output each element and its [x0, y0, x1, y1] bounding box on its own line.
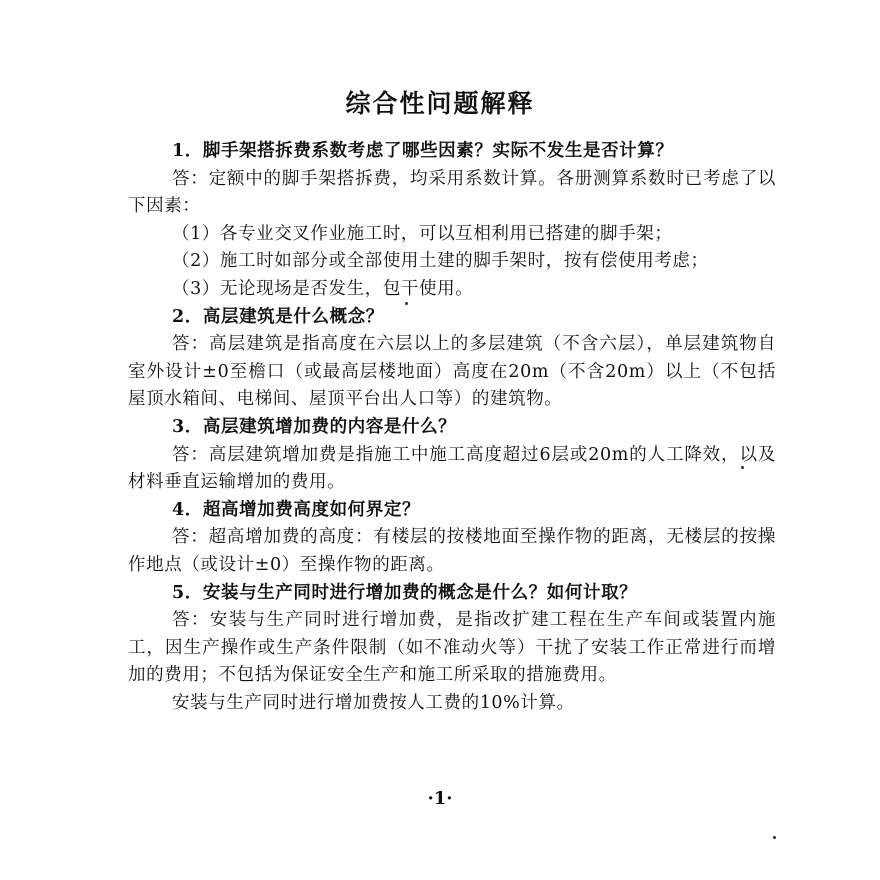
answer-1-item-3: （3）无论现场是否发生，包干使用。 [172, 278, 474, 299]
answer-1-item-1: （1）各专业交叉作业施工时，可以互相利用已搭建的脚手架； [172, 223, 673, 244]
scan-speck [741, 466, 744, 469]
question-5: 5．安装与生产同时进行增加费的概念是什么？如何计取？ [172, 582, 638, 603]
answer-5-note: 安装与生产同时进行增加费按人工费的10%计算。 [172, 692, 575, 713]
scan-speck [773, 836, 776, 839]
answer-2: 答：高层建筑是指高度在六层以上的多层建筑（不含六层），单层建筑物自室外设计±0至檐口（或最高层楼地面）高度在20m（不含20m）以上（不包括屋顶水箱间、电梯间、屋顶平台出人口等）的建筑物。 [128, 334, 776, 410]
question-1: 1．脚手架搭拆费系数考虑了哪些因素？实际不发生是否计算？ [172, 141, 674, 161]
question-2: 2．高层建筑是什么概念？ [172, 306, 384, 327]
answer-1: 答：定额中的脚手架搭拆费，均采用系数计算。各册测算系数时已考虑了以下因素： [128, 168, 776, 217]
page-title: 综合性问题解释 [345, 89, 535, 118]
answer-5: 答：安装与生产同时进行增加费，是指改扩建工程在生产车间或装置内施工，因生产操作或生产条件限制（如不准动火等）干扰了安装工作正常进行而增加的费用；不包括为保证安全生产和施工所采取的措施费用。 [128, 610, 776, 686]
question-4: 4．超高增加费高度如何界定？ [172, 499, 421, 520]
answer-3: 答：高层建筑增加费是指施工中施工高度超过6层或20m的人工降效，以及材料垂直运输增加的费用。 [128, 444, 776, 493]
question-3: 3．高层建筑增加费的内容是什么？ [172, 416, 457, 437]
scan-speck [405, 302, 408, 305]
document-body [128, 138, 776, 717]
answer-4: 答：超高增加费的高度：有楼层的按楼地面至操作物的距离，无楼层的按操作地点（或设计±0）至操作物的距离。 [128, 527, 776, 575]
page-number: ·1· [427, 788, 453, 809]
answer-1-item-2: （2）施工时如部分或全部使用土建的脚手架时，按有偿使用考虑； [172, 251, 709, 272]
